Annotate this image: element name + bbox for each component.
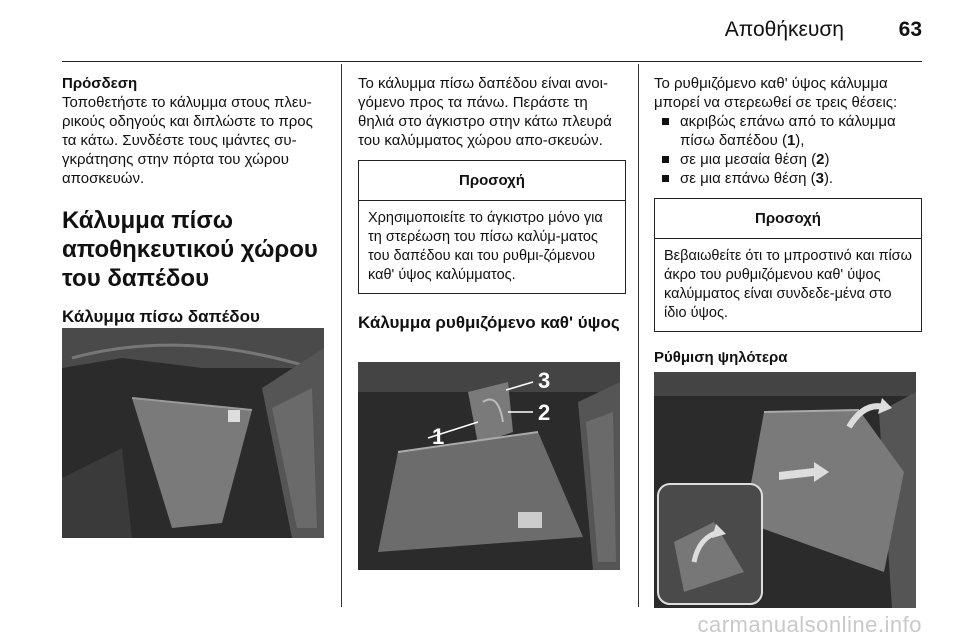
- callout-1: 1: [432, 424, 445, 449]
- page-header: [62, 0, 922, 62]
- column-2: [358, 74, 626, 333]
- section-title-adjustable-cover: Κάλυμμα ρυθμιζόμενο καθ' ύψος: [358, 313, 620, 332]
- attachment-paragraph: Τοποθετήστε το κάλυμμα στους πλευ-ρικούς οδηγούς και διπλώστε το προς τα κάτω. Συνδέστε τους ιμάντες συ-γκράτησης στην πόρτα του χώρου αποσκευών.: [62, 94, 313, 187]
- column-divider: [341, 64, 342, 607]
- caution-box: [358, 160, 626, 294]
- caution-title: Προσοχή: [655, 199, 921, 239]
- callout-3: 3: [538, 368, 551, 393]
- caution-box: [654, 198, 922, 332]
- column-divider: [638, 64, 639, 607]
- column-1: [62, 74, 330, 326]
- callout-2: 2: [538, 400, 551, 425]
- heading-attachment: Πρόσδεση: [62, 75, 138, 92]
- subsection-title-rear-floor-cover: Κάλυμμα πίσω δαπέδου: [62, 307, 260, 326]
- raise-cover-illustration: [654, 372, 916, 608]
- page-title: Αποθήκευση: [724, 18, 844, 41]
- positions-list: [654, 112, 922, 188]
- section-title-floor-cover: Κάλυμμα πίσω αποθηκευτικού χώρου του δαπέδου: [62, 207, 318, 292]
- rear-floor-cover-illustration: [62, 328, 324, 538]
- list-item: σε μια μεσαία θέση (2): [654, 150, 922, 169]
- positions-paragraph: Το ρυθμιζόμενο καθ' ύψος κάλυμμα μπορεί να στερεωθεί σε τρεις θέσεις:: [654, 75, 898, 111]
- caution-text: Χρησιμοποιείτε το άγκιστρο μόνο για τη στερέωση του πίσω καλύμ-ματος του δαπέδου και του ρυθμι-ζόμενου καθ' ύψος καλύμματος.: [368, 210, 603, 283]
- subsection-title-raise: Ρύθμιση ψηλότερα: [654, 349, 788, 366]
- page-number: 63: [898, 18, 922, 41]
- column-3: [654, 74, 922, 367]
- floor-cover-paragraph: Το κάλυμμα πίσω δαπέδου είναι ανοι-γόμενο προς τα πάνω. Περάστε τη θηλιά στο άγκιστρο στην κάτω πλευρά του καλύμματος χώρου απο-σκευών.: [358, 75, 612, 149]
- watermark: carmanualsonline.info: [697, 612, 922, 637]
- list-item: ακριβώς επάνω από το κάλυμμα πίσω δαπέδου (1),: [654, 112, 922, 150]
- caution-text: Βεβαιωθείτε ότι το μπροστινό και πίσω άκρο του ρυθμιζόμενου καθ' ύψος καλύμματος είναι συνδεδε-μένα στο ίδιο ύψος.: [664, 248, 912, 321]
- caution-title: Προσοχή: [359, 161, 625, 201]
- list-item: σε μια επάνω θέση (3).: [654, 169, 922, 188]
- adjustable-cover-illustration: [358, 362, 620, 570]
